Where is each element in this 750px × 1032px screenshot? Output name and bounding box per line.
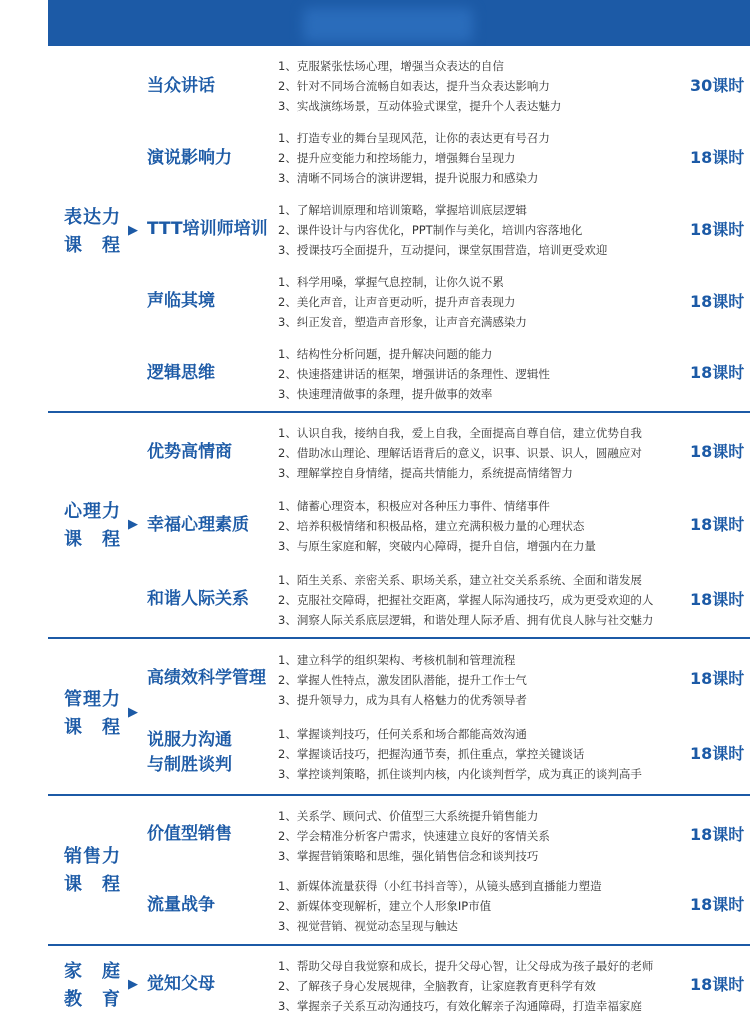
- course-description: 1、克服紧张怯场心理，增强当众表达的自信 2、针对不同场合流畅自如表达，提升当众表达影响力 3、实战演练场景，互动体验式课堂，提升个人表达魅力: [278, 59, 562, 113]
- course-hours: 30课时: [690, 76, 745, 95]
- course-description: 1、科学用嗓，掌握气息控制，让你久说不累 2、美化声音，让声音更动听，提升声音表现力 3、纠正发音，塑造声音形象，让声音充满感染力: [278, 275, 527, 329]
- section-divider: [48, 637, 750, 639]
- triangle-right-icon: ▶: [128, 517, 138, 532]
- category-label: [64, 843, 134, 899]
- course-title: 价值型销售: [147, 824, 232, 844]
- course-title: 流量战争: [147, 895, 215, 915]
- course-title: 觉知父母: [147, 974, 215, 994]
- course-hours: 18课时: [690, 669, 745, 688]
- category-line: 管理力: [64, 689, 121, 710]
- course-hours: 18课时: [690, 744, 745, 763]
- category-line: 课 程: [64, 235, 121, 256]
- category-line: 课 程: [64, 529, 121, 550]
- course-description: 1、陌生关系、亲密关系、职场关系，建立社交关系系统、全面和谐发展 2、克服社交障碍，把握社交距离，掌握人际沟通技巧，成为更受欢迎的人 3、洞察人际关系底层逻辑，和谐处理人际矛盾、拥有优良人脉与社交魅力: [278, 573, 654, 627]
- section-divider: [48, 411, 750, 413]
- course-hours: 18课时: [690, 442, 745, 461]
- course-title: 和谐人际关系: [147, 589, 249, 609]
- course-description: 1、新媒体流量获得（小红书抖音等），从镜头感到直播能力塑造 2、新媒体变现解析，建立个人形象IP市值 3、视觉营销、视觉动态呈现与触达: [278, 879, 602, 933]
- category-label: [64, 686, 134, 742]
- triangle-right-icon: ▶: [128, 223, 138, 238]
- course-hours: 18课时: [690, 975, 745, 994]
- category-line: 销售力: [64, 846, 121, 867]
- course-description: 1、结构性分析问题，提升解决问题的能力 2、快速搭建讲话的框架，增强讲话的条理性、逻辑性 3、快速理清做事的条理，提升做事的效率: [278, 347, 550, 401]
- course-hours: 18课时: [690, 825, 745, 844]
- category-line: 心理力: [64, 501, 121, 522]
- course-hours: 18课时: [690, 590, 745, 609]
- header-banner: [48, 0, 750, 46]
- course-title: 演说影响力: [147, 148, 232, 168]
- course-hours: 18课时: [690, 515, 745, 534]
- course-description: 1、建立科学的组织架构、考核机制和管理流程 2、掌握人性特点，激发团队潜能，提升工作士气 3、提升领导力，成为具有人格魅力的优秀领导者: [278, 653, 527, 707]
- course-title: 高绩效科学管理: [147, 668, 266, 688]
- course-hours: 18课时: [690, 895, 745, 914]
- course-title: 当众讲话: [147, 76, 215, 96]
- category-line: 课 程: [64, 717, 121, 738]
- category-line: 家 庭: [64, 961, 121, 982]
- course-title: 逻辑思维: [147, 363, 215, 383]
- course-description: 1、掌握谈判技巧，任何关系和场合都能高效沟通 2、掌握谈话技巧，把握沟通节奏，抓住重点，掌控关键谈话 3、掌控谈判策略，抓住谈判内核，内化谈判哲学，成为真正的谈判高手: [278, 727, 642, 781]
- course-hours: 18课时: [690, 292, 745, 311]
- course-description: 1、打造专业的舞台呈现风范，让你的表达更有号召力 2、提升应变能力和控场能力，增强舞台呈现力 3、清晰不同场合的演讲逻辑，提升说服力和感染力: [278, 131, 550, 185]
- course-description: 1、认识自我，接纳自我，爱上自我，全面提高自尊自信，建立优势自我 2、借助冰山理论、理解话语背后的意义，识事、识景、识人，圆融应对 3、理解掌控自身情绪，提高共情能力，系统提高情绪智力: [278, 426, 642, 480]
- course-hours: 18课时: [690, 363, 745, 382]
- category-label: [64, 958, 134, 1014]
- course-hours: 18课时: [690, 148, 745, 167]
- category-label: [64, 204, 134, 260]
- section-divider: [48, 794, 750, 796]
- course-title: TTT培训师培训: [147, 219, 268, 239]
- course-title: 幸福心理素质: [147, 515, 249, 535]
- course-description: 1、储蓄心理资本，积极应对各种压力事件、情绪事件 2、培养积极情绪和积极品格，建立充满积极力量的心理状态 3、与原生家庭和解，突破内心障碍，提升自信，增强内在力量: [278, 499, 596, 553]
- triangle-right-icon: ▶: [128, 705, 138, 720]
- course-hours: 18课时: [690, 220, 745, 239]
- blurred-title-watermark: [303, 8, 473, 42]
- course-description: 1、关系学、顾问式、价值型三大系统提升销售能力 2、学会精准分析客户需求，快速建立良好的客情关系 3、掌握营销策略和思维，强化销售信念和谈判技巧: [278, 809, 550, 863]
- course-description: 1、了解培训原理和培训策略，掌握培训底层逻辑 2、课件设计与内容优化，PPT制作与美化，培训内容落地化 3、授课技巧全面提升，互动提问，课堂氛围营造，培训更受欢迎: [278, 203, 608, 257]
- category-line: 课 程: [64, 874, 121, 895]
- course-title: 说服力沟通 与制胜谈判: [147, 730, 232, 775]
- category-label: [64, 498, 134, 554]
- category-line: 表达力: [64, 207, 121, 228]
- section-divider: [48, 944, 750, 946]
- triangle-right-icon: ▶: [128, 977, 138, 992]
- course-title: 声临其境: [147, 291, 215, 311]
- course-title: 优势高情商: [147, 442, 232, 462]
- category-line: 教 育: [64, 989, 121, 1010]
- course-description: 1、帮助父母自我觉察和成长，提升父母心智，让父母成为孩子最好的老师 2、了解孩子身心发展规律，全脑教育，让家庭教育更科学有效 3、掌握亲子关系互动沟通技巧，有效化解亲子沟通障碍，打造幸福家庭: [278, 959, 654, 1013]
